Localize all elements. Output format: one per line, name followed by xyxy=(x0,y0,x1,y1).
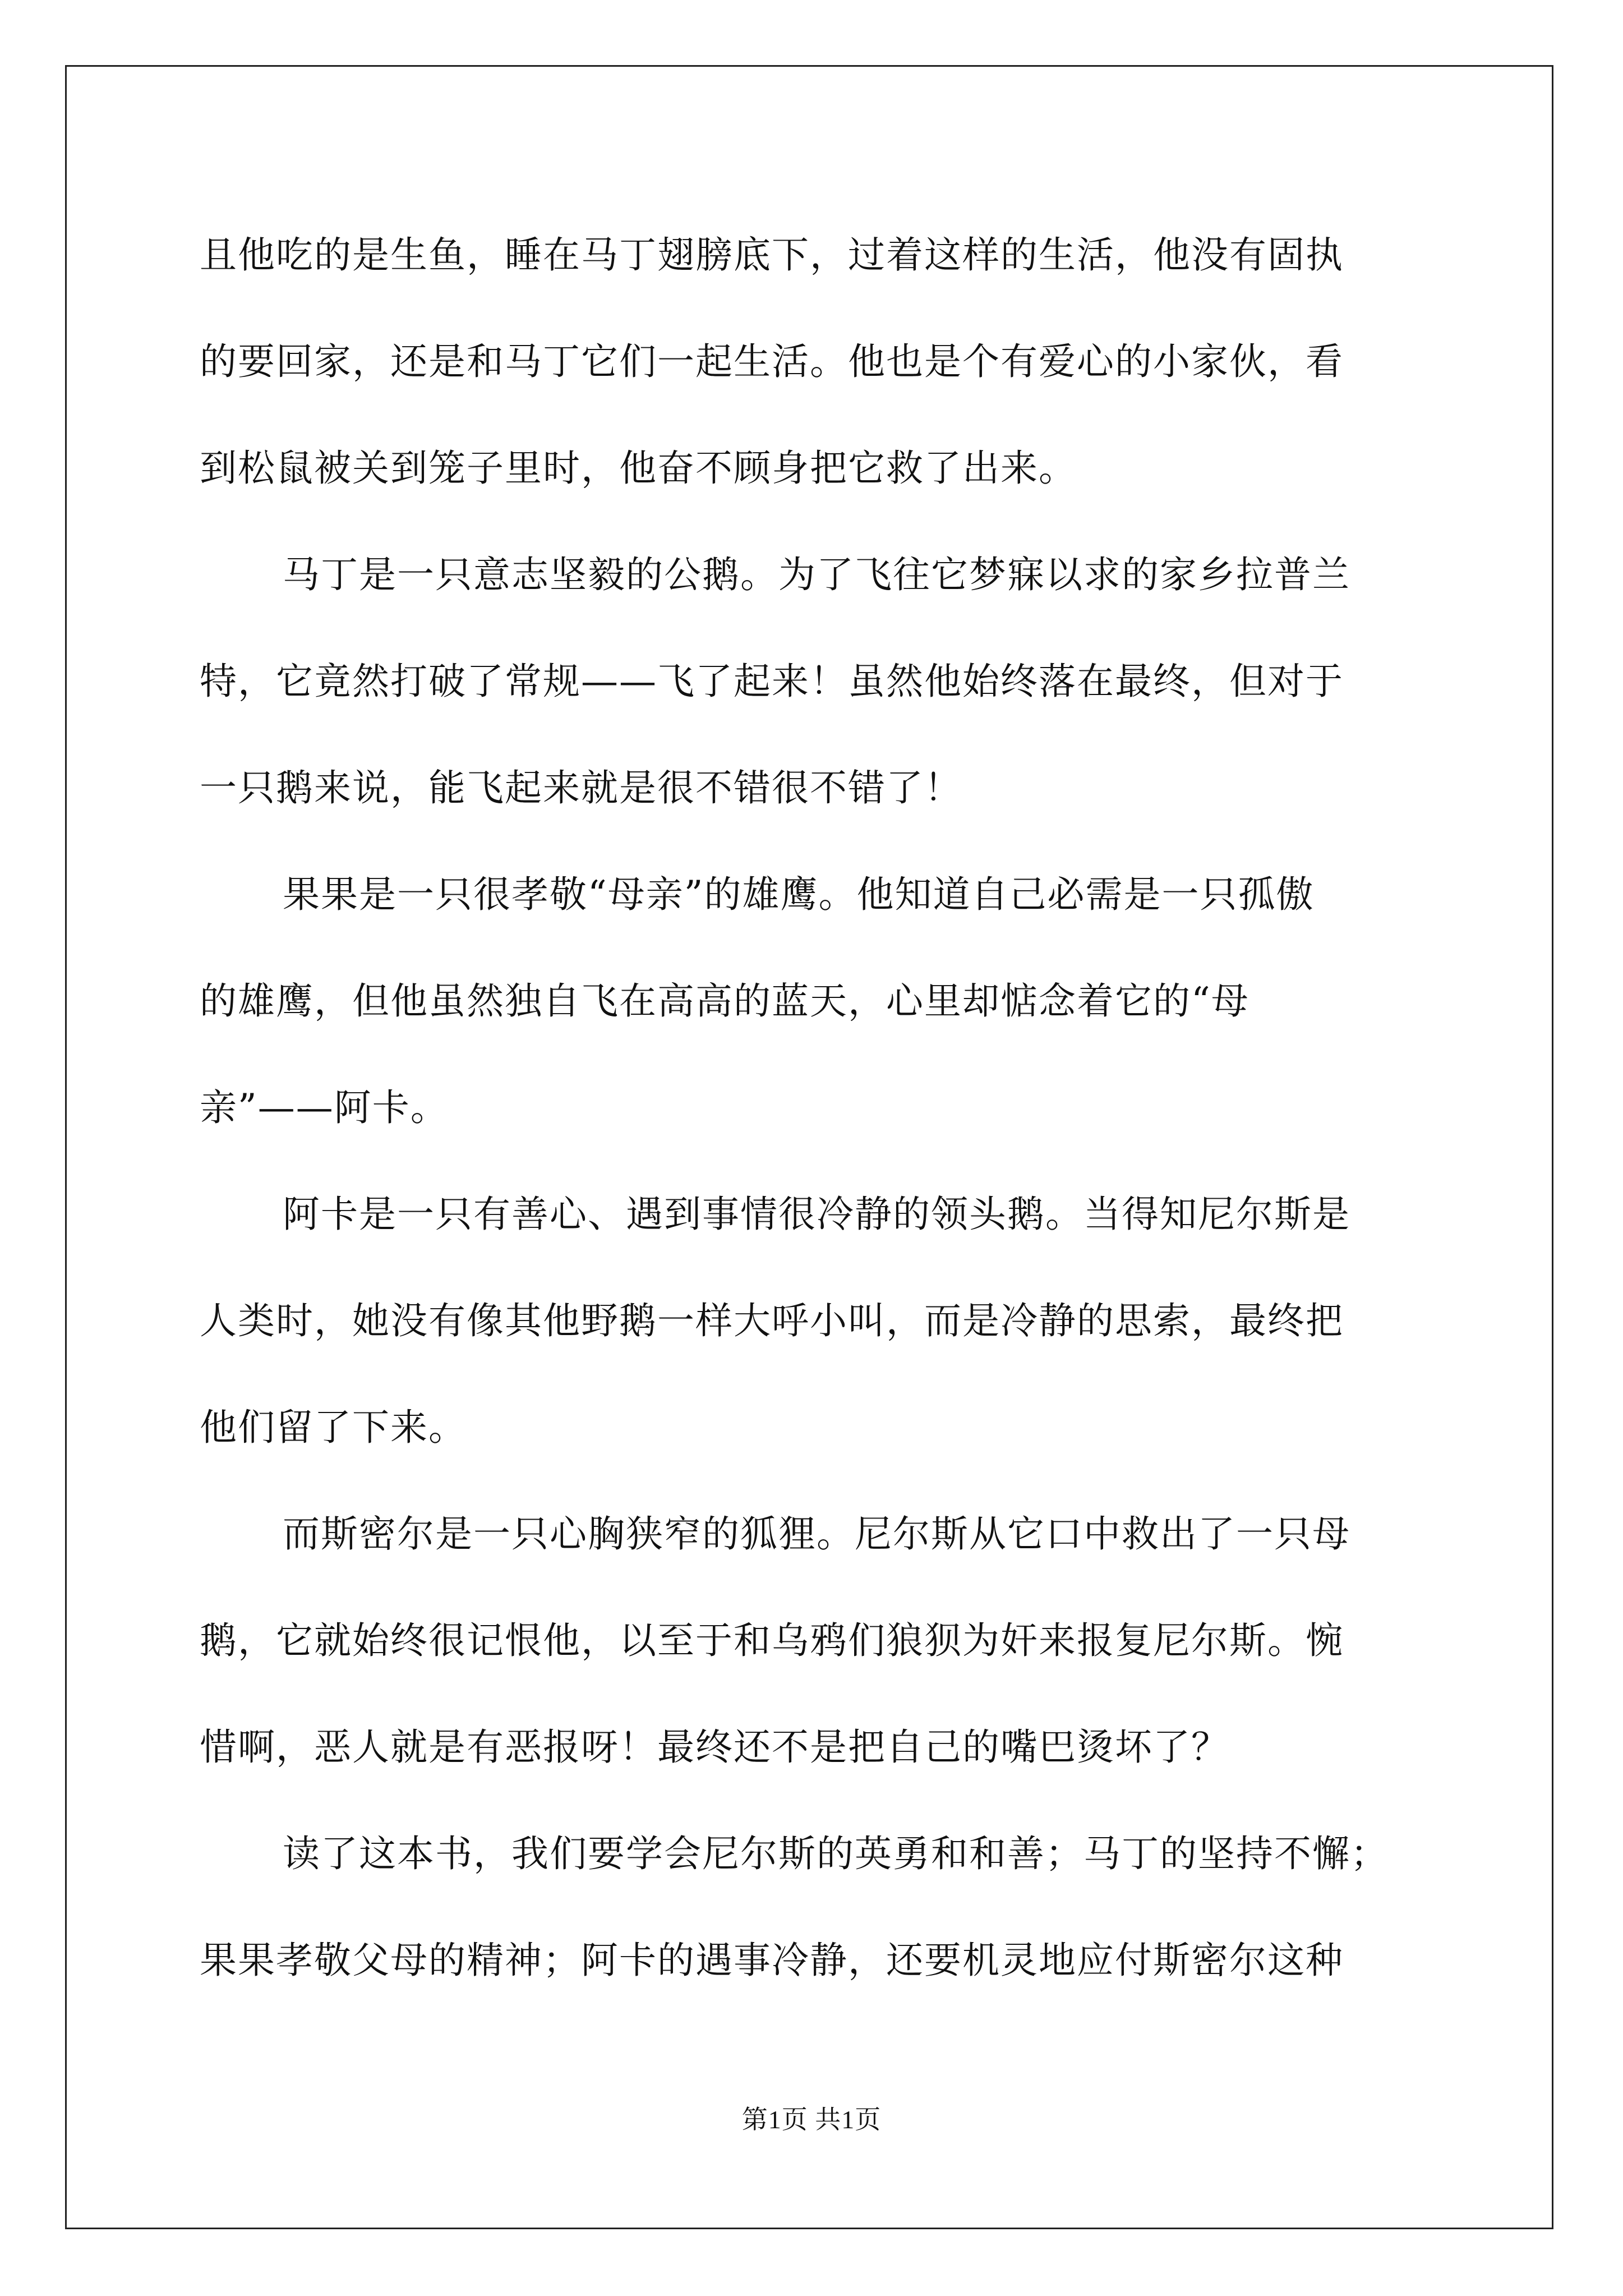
paragraph-line: 到松鼠被关到笼子里时，他奋不顾身把它救了出来。 xyxy=(200,447,1077,490)
page-footer: 第1页 共1页 xyxy=(741,2105,882,2134)
paragraph-line: 的雄鹰，但他虽然独自飞在高高的蓝天，心里却惦念着它的“母 xyxy=(200,979,1249,1023)
paragraph-line: 惜啊，恶人就是有恶报呀！最终还不是把自己的嘴巴烫坏了？ xyxy=(200,1726,1229,1769)
paragraph-first-line: 阿卡是一只有善心、遇到事情很冷静的领头鹅。当得知尼尔斯是 xyxy=(283,1193,1350,1236)
paragraph-first-line: 马丁是一只意志坚毅的公鹅。为了飞往它梦寐以求的家乡拉普兰 xyxy=(283,553,1350,596)
paragraph-first-line: 而斯密尔是一只心胸狭窄的狐狸。尼尔斯从它口中救出了一只母 xyxy=(283,1512,1350,1556)
paragraph-first-line: 读了这本书，我们要学会尼尔斯的英勇和和善；马丁的坚持不懈； xyxy=(283,1832,1389,1875)
paragraph-line: 他们留了下来。 xyxy=(200,1406,467,1449)
paragraph-line: 鹅，它就始终很记恨他，以至于和乌鸦们狼狈为奸来报复尼尔斯。惋 xyxy=(200,1619,1344,1662)
paragraph-line: 亲”——阿卡。 xyxy=(200,1086,449,1129)
document-body xyxy=(200,202,1428,2014)
paragraph-first-line: 果果是一只很孝敬“母亲”的雄鹰。他知道自己必需是一只孤傲 xyxy=(283,873,1315,916)
paragraph-line: 果果孝敬父母的精神；阿卡的遇事冷静，还要机灵地应付斯密尔这种 xyxy=(200,1939,1344,1982)
paragraph-line: 一只鹅来说，能飞起来就是很不错很不错了！ xyxy=(200,766,962,809)
paragraph-line: 特，它竟然打破了常规——飞了起来！虽然他始终落在最终，但对于 xyxy=(200,660,1344,703)
paragraph-line: 的要回家，还是和马丁它们一起生活。他也是个有爱心的小家伙，看 xyxy=(200,340,1344,383)
paragraph-line: 人类时，她没有像其他野鹅一样大呼小叫，而是冷静的思索，最终把 xyxy=(200,1299,1344,1342)
paragraph-line: 且他吃的是生鱼，睡在马丁翅膀底下，过着这样的生活，他没有固执 xyxy=(200,233,1344,277)
